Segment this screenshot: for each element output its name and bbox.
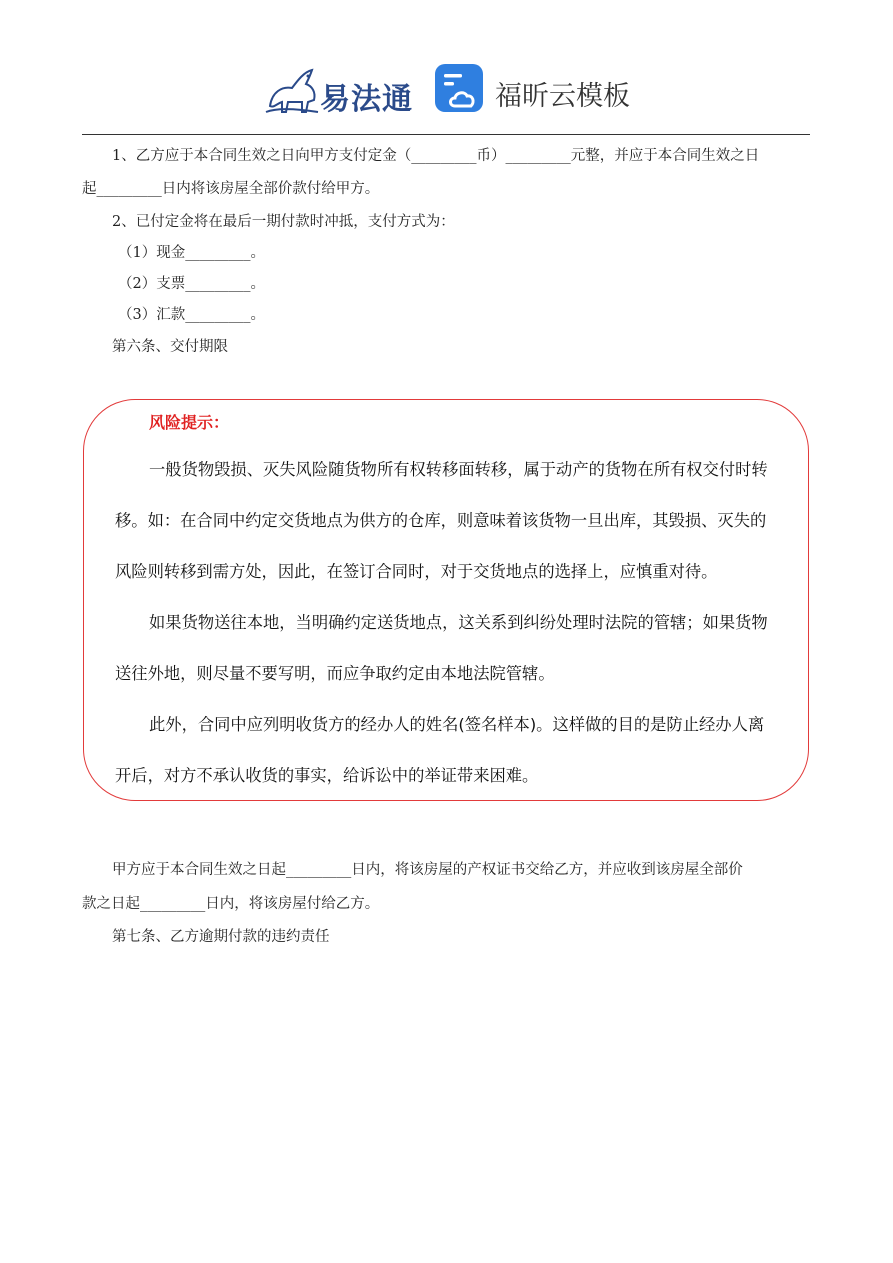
yifatong-logo [262,62,422,118]
payment-option: （1）现金_________。 [118,245,265,261]
clause-paragraph: 2、已付定金将在最后一期付款时冲抵，支付方式为： [112,214,455,230]
payment-option: （3）汇款_________。 [118,307,265,323]
risk-notice-line: 如果货物送往本地，当明确约定送货地点，这关系到纠纷处理时法院的管辖；如果货物 [149,613,768,632]
section-heading: 第七条、乙方逾期付款的违约责任 [112,929,330,945]
header [0,58,893,128]
fuxin-logo-text: 福昕云模板 [495,81,630,112]
header-divider [82,134,810,135]
clause-paragraph: 甲方应于本合同生效之日起_________日内，将该房屋的产权证书交给乙方，并应收到该房屋全部价 [112,862,743,878]
payment-option: （2）支票_________。 [118,276,265,292]
cloud-template-icon [435,64,487,116]
risk-notice-line: 移。如：在合同中约定交货地点为供方的仓库，则意味着该货物一旦出库，其毁损、灭失的 [115,511,767,530]
clause-paragraph: 款之日起_________日内，将该房屋付给乙方。 [82,896,380,912]
risk-notice-title: 风险提示： [149,413,230,432]
risk-notice-line: 送往外地，则尽量不要写明，而应争取约定由本地法院管辖。 [115,664,555,683]
clause-paragraph: 1、乙方应于本合同生效之日向甲方支付定金（_________币）_________元整，并应于本合同生效之日 [112,148,760,164]
section-heading: 第六条、交付期限 [112,339,228,355]
horse-emblem-icon [262,62,322,118]
risk-notice-line: 一般货物毁损、灭失风险随货物所有权转移面转移，属于动产的货物在所有权交付时转 [149,460,768,479]
yifatong-logo-text: 易法通 [320,82,413,117]
risk-notice-line: 此外，合同中应列明收货方的经办人的姓名(签名样本)。这样做的目的是防止经办人离 [149,715,765,734]
fuxin-logo [435,64,635,116]
risk-notice-line: 风险则转移到需方处，因此，在签订合同时，对于交货地点的选择上，应慎重对待。 [115,562,718,581]
clause-paragraph: 起_________日内将该房屋全部价款付给甲方。 [82,181,380,197]
risk-notice-line: 开后，对方不承认收货的事实，给诉讼中的举证带来困难。 [115,766,539,785]
